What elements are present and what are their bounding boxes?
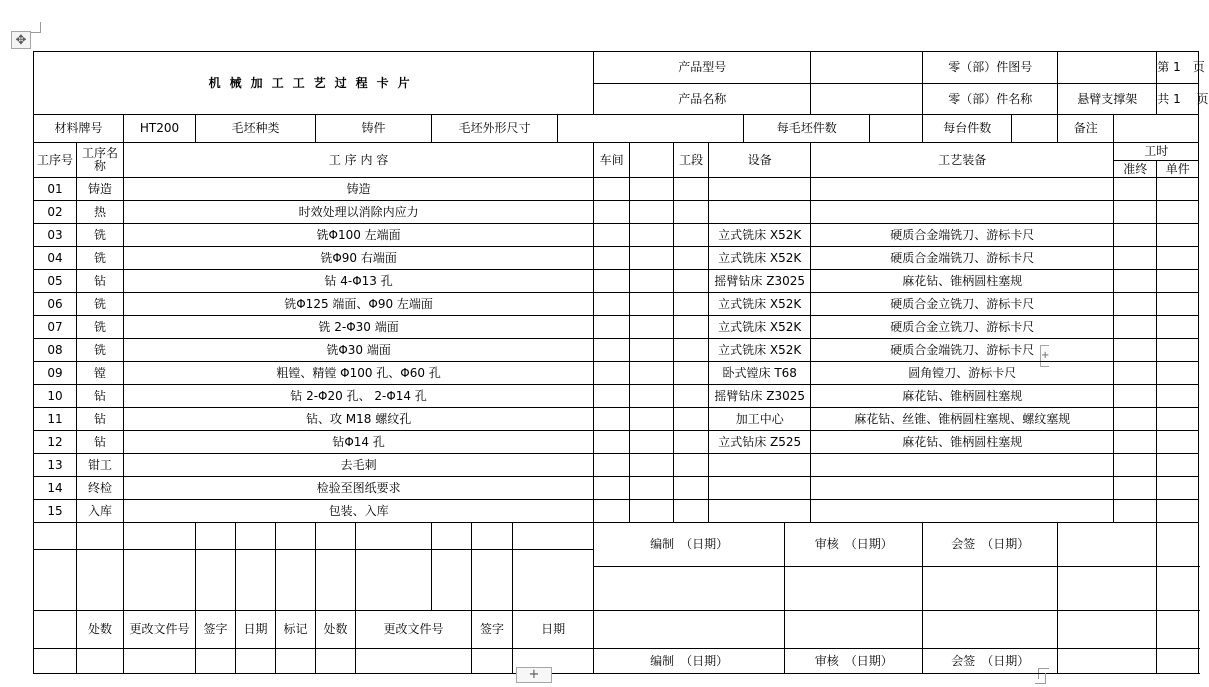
op-equipment <box>709 500 811 523</box>
op-content: 去毛刺 <box>124 454 594 477</box>
op-no: 14 <box>34 477 77 500</box>
op-setup[interactable] <box>1114 224 1157 247</box>
op-no: 08 <box>34 339 77 362</box>
revision-cell[interactable] <box>513 523 594 550</box>
op-setup[interactable] <box>1114 454 1157 477</box>
revision-cell[interactable] <box>196 649 236 674</box>
op-content: 铣Φ90 右端面 <box>124 247 594 270</box>
revision-cell[interactable] <box>276 523 316 550</box>
revision-cell[interactable] <box>472 523 513 550</box>
page-number: 第 1 页 <box>1157 52 1199 84</box>
op-equipment: 立式铣床 X52K <box>709 339 811 362</box>
op-unit[interactable] <box>1157 316 1199 339</box>
op-unit[interactable] <box>1157 270 1199 293</box>
op-blank <box>630 431 674 454</box>
op-tooling <box>811 477 1114 500</box>
op-tooling: 硬质合金立铣刀、游标卡尺 <box>811 293 1114 316</box>
op-name: 铣 <box>77 316 124 339</box>
op-no: 01 <box>34 178 77 201</box>
op-no: 02 <box>34 201 77 224</box>
op-tooling <box>811 454 1114 477</box>
total-pages: 共 1 页 <box>1157 84 1199 115</box>
table-row <box>34 362 1199 385</box>
op-blank <box>630 178 674 201</box>
op-blank <box>630 270 674 293</box>
table-row <box>34 247 1199 270</box>
col-op-name: 工序名称 <box>77 143 124 178</box>
op-blank <box>630 339 674 362</box>
material-grade-value[interactable]: HT200 <box>124 115 196 143</box>
op-blank <box>630 500 674 523</box>
op-setup[interactable] <box>1114 500 1157 523</box>
op-unit[interactable] <box>1157 362 1199 385</box>
op-tooling <box>811 500 1114 523</box>
countersign-label: 会签 （日期） <box>923 523 1058 567</box>
product-name-label: 产品名称 <box>594 84 811 115</box>
op-workshop[interactable] <box>594 408 630 431</box>
table-row <box>34 454 1199 477</box>
op-blank <box>630 385 674 408</box>
col-op-no: 工序号 <box>34 143 77 178</box>
op-content: 粗镗、精镗 Φ100 孔、Φ60 孔 <box>124 362 594 385</box>
revision-cell[interactable] <box>196 523 236 550</box>
prepared-by-value[interactable] <box>594 567 785 611</box>
footer-blank[interactable] <box>1058 611 1157 649</box>
op-setup[interactable] <box>1114 270 1157 293</box>
footer-blank[interactable] <box>1058 649 1157 674</box>
table-row <box>34 316 1199 339</box>
col-spacer <box>630 143 674 178</box>
op-section[interactable] <box>674 178 709 201</box>
op-content: 铣 2-Φ30 端面 <box>124 316 594 339</box>
col-tooling: 工艺装备 <box>811 143 1114 178</box>
op-tooling: 硬质合金端铣刀、游标卡尺 <box>811 339 1114 362</box>
op-name: 热 <box>77 201 124 224</box>
op-section[interactable] <box>674 500 709 523</box>
op-tooling: 硬质合金端铣刀、游标卡尺 <box>811 224 1114 247</box>
op-no: 11 <box>34 408 77 431</box>
op-unit[interactable] <box>1157 500 1199 523</box>
op-unit[interactable] <box>1157 247 1199 270</box>
table-row <box>34 201 1199 224</box>
op-workshop[interactable] <box>594 431 630 454</box>
product-model-value[interactable] <box>811 52 923 84</box>
revision-cell[interactable] <box>276 649 316 674</box>
col-workshop: 车间 <box>594 143 630 178</box>
op-no: 06 <box>34 293 77 316</box>
op-workshop[interactable] <box>594 362 630 385</box>
op-equipment: 摇臂钻床 Z3025 <box>709 385 811 408</box>
op-equipment <box>709 201 811 224</box>
part-name-value[interactable]: 悬臂支撑架 <box>1058 84 1157 115</box>
revision-cell[interactable] <box>77 649 124 674</box>
op-blank <box>630 454 674 477</box>
op-unit[interactable] <box>1157 201 1199 224</box>
table-row <box>34 178 1199 201</box>
op-section[interactable] <box>674 385 709 408</box>
op-tooling: 硬质合金立铣刀、游标卡尺 <box>811 316 1114 339</box>
part-no-label: 零（部）件图号 <box>923 52 1058 84</box>
parts-per-blank-value[interactable] <box>870 115 923 143</box>
op-setup[interactable] <box>1114 178 1157 201</box>
op-section[interactable] <box>674 477 709 500</box>
table-row <box>34 270 1199 293</box>
op-workshop[interactable] <box>594 201 630 224</box>
blank-type-value[interactable]: 铸件 <box>316 115 432 143</box>
material-grade-label: 材料牌号 <box>34 115 124 143</box>
op-workshop[interactable] <box>594 178 630 201</box>
op-tooling: 麻花钻、锥柄圆柱塞规 <box>811 431 1114 454</box>
op-setup[interactable] <box>1114 385 1157 408</box>
op-equipment: 立式铣床 X52K <box>709 247 811 270</box>
revision-cell[interactable] <box>34 649 77 674</box>
op-name: 入库 <box>77 500 124 523</box>
countersign-date-value[interactable] <box>923 611 1058 649</box>
op-equipment: 立式铣床 X52K <box>709 293 811 316</box>
blank-size-value[interactable] <box>558 115 744 143</box>
op-section[interactable] <box>674 408 709 431</box>
op-setup[interactable] <box>1114 362 1157 385</box>
op-tooling <box>811 201 1114 224</box>
op-workshop[interactable] <box>594 293 630 316</box>
table-move-handle-icon[interactable]: ✥ <box>11 31 31 49</box>
blank-type-label: 毛坯种类 <box>196 115 316 143</box>
revision-cell[interactable] <box>316 523 356 550</box>
change-count-label: 处数 <box>316 611 356 649</box>
product-name-value[interactable] <box>811 84 923 115</box>
table-row <box>34 293 1199 316</box>
op-workshop[interactable] <box>594 339 630 362</box>
part-no-value[interactable] <box>1058 52 1157 84</box>
blank-size-label: 毛坯外形尺寸 <box>432 115 558 143</box>
op-setup[interactable] <box>1114 339 1157 362</box>
op-equipment: 摇臂钻床 Z3025 <box>709 270 811 293</box>
revision-cell[interactable] <box>124 649 196 674</box>
op-unit[interactable] <box>1157 408 1199 431</box>
revision-cell[interactable] <box>356 523 432 550</box>
op-setup[interactable] <box>1114 247 1157 270</box>
revision-cell[interactable] <box>356 649 472 674</box>
remark-label: 备注 <box>1058 115 1114 143</box>
op-blank <box>630 293 674 316</box>
table-row <box>34 408 1199 431</box>
remark-value[interactable] <box>1114 115 1199 143</box>
revision-head-blank <box>34 611 77 649</box>
op-workshop[interactable] <box>594 385 630 408</box>
add-row-plus-icon[interactable]: + <box>516 667 552 683</box>
op-workshop[interactable] <box>594 477 630 500</box>
parts-per-blank-label: 每毛坯件数 <box>744 115 870 143</box>
reviewed-by-label-bottom: 审核 （日期） <box>785 649 923 674</box>
parts-per-unit-label: 每台件数 <box>923 115 1012 143</box>
revision-cell[interactable] <box>34 550 77 611</box>
op-blank <box>630 224 674 247</box>
op-name: 钻 <box>77 270 124 293</box>
op-setup[interactable] <box>1114 293 1157 316</box>
op-name: 钻 <box>77 385 124 408</box>
op-name: 镗 <box>77 362 124 385</box>
op-section[interactable] <box>674 316 709 339</box>
change-doc-label: 更改文件号 <box>124 611 196 649</box>
op-unit[interactable] <box>1157 339 1199 362</box>
footer-blank[interactable] <box>1157 649 1199 674</box>
op-setup[interactable] <box>1114 201 1157 224</box>
table-row <box>34 477 1199 500</box>
process-card <box>33 51 1209 668</box>
op-unit[interactable] <box>1157 178 1199 201</box>
col-labor-time: 工时 <box>1114 143 1199 161</box>
op-content: 钻Φ14 孔 <box>124 431 594 454</box>
op-blank <box>630 316 674 339</box>
date-label: 日期 <box>236 611 276 649</box>
op-no: 03 <box>34 224 77 247</box>
op-equipment: 卧式镗床 T68 <box>709 362 811 385</box>
op-equipment <box>709 454 811 477</box>
op-workshop[interactable] <box>594 247 630 270</box>
op-unit[interactable] <box>1157 477 1199 500</box>
process-card-table <box>33 51 1209 674</box>
reviewed-date-value[interactable] <box>785 611 923 649</box>
revision-cell[interactable] <box>77 523 124 550</box>
revision-cell[interactable] <box>316 649 356 674</box>
revision-cell[interactable] <box>77 550 124 611</box>
op-section[interactable] <box>674 247 709 270</box>
op-no: 09 <box>34 362 77 385</box>
op-content: 铣Φ100 左端面 <box>124 224 594 247</box>
op-name: 钳工 <box>77 454 124 477</box>
revision-cell[interactable] <box>124 550 196 611</box>
table-row <box>34 224 1199 247</box>
op-name: 终检 <box>77 477 124 500</box>
signature-label: 签字 <box>472 611 513 649</box>
revision-cell[interactable] <box>236 523 276 550</box>
revision-cell[interactable] <box>34 523 77 550</box>
op-unit[interactable] <box>1157 293 1199 316</box>
reviewed-by-value[interactable] <box>785 567 923 611</box>
op-content: 铣Φ125 端面、Φ90 左端面 <box>124 293 594 316</box>
col-op-content: 工 序 内 容 <box>124 143 594 178</box>
op-no: 04 <box>34 247 77 270</box>
col-equipment: 设备 <box>709 143 811 178</box>
op-workshop[interactable] <box>594 316 630 339</box>
op-setup[interactable] <box>1114 408 1157 431</box>
revision-cell[interactable] <box>513 550 594 611</box>
op-tooling: 麻花钻、锥柄圆柱塞规 <box>811 270 1114 293</box>
op-tooling: 圆角镗刀、游标卡尺 <box>811 362 1114 385</box>
op-equipment <box>709 477 811 500</box>
op-no: 05 <box>34 270 77 293</box>
op-content: 铸造 <box>124 178 594 201</box>
op-no: 15 <box>34 500 77 523</box>
op-content: 检验至图纸要求 <box>124 477 594 500</box>
date-label: 日期 <box>513 611 594 649</box>
part-name-label: 零（部）件名称 <box>923 84 1058 115</box>
op-tooling <box>811 178 1114 201</box>
table-row <box>34 500 1199 523</box>
op-section[interactable] <box>674 224 709 247</box>
signature-label: 签字 <box>196 611 236 649</box>
op-name: 铣 <box>77 339 124 362</box>
change-doc-label: 更改文件号 <box>356 611 472 649</box>
revision-cell[interactable] <box>356 550 432 611</box>
op-setup[interactable] <box>1114 431 1157 454</box>
revision-cell[interactable] <box>236 649 276 674</box>
countersign-value[interactable] <box>923 567 1058 611</box>
col-section: 工段 <box>674 143 709 178</box>
footer-blank[interactable] <box>1058 567 1157 611</box>
product-model-label: 产品型号 <box>594 52 811 84</box>
op-tooling: 硬质合金端铣刀、游标卡尺 <box>811 247 1114 270</box>
op-section[interactable] <box>674 270 709 293</box>
reviewed-by-label: 审核 （日期） <box>785 523 923 567</box>
table-row <box>34 385 1199 408</box>
op-section[interactable] <box>674 431 709 454</box>
table-row <box>34 431 1199 454</box>
card-title: 机械加工工艺过程卡片 <box>34 52 594 115</box>
revision-cell[interactable] <box>236 550 276 611</box>
op-workshop[interactable] <box>594 454 630 477</box>
footer-blank[interactable] <box>1157 567 1199 611</box>
prepared-by-label: 编制 （日期） <box>594 523 785 567</box>
mark-label: 标记 <box>276 611 316 649</box>
op-equipment <box>709 178 811 201</box>
prepared-by-label-bottom: 编制 （日期） <box>594 649 785 674</box>
op-unit[interactable] <box>1157 454 1199 477</box>
countersign-label-bottom: 会签 （日期） <box>923 649 1058 674</box>
col-setup-time: 准终 <box>1114 161 1157 178</box>
op-equipment: 加工中心 <box>709 408 811 431</box>
op-setup[interactable] <box>1114 477 1157 500</box>
op-no: 13 <box>34 454 77 477</box>
op-name: 钻 <box>77 408 124 431</box>
op-blank <box>630 362 674 385</box>
insert-column-icon[interactable]: + <box>1040 345 1049 367</box>
op-equipment: 立式钻床 Z525 <box>709 431 811 454</box>
revision-cell[interactable] <box>276 550 316 611</box>
revision-cell[interactable] <box>432 550 472 611</box>
op-content: 钻、攻 M18 螺纹孔 <box>124 408 594 431</box>
parts-per-unit-value[interactable] <box>1012 115 1058 143</box>
op-section[interactable] <box>674 293 709 316</box>
op-blank <box>630 247 674 270</box>
op-no: 07 <box>34 316 77 339</box>
change-count-label: 处数 <box>77 611 124 649</box>
op-section[interactable] <box>674 339 709 362</box>
op-no: 12 <box>34 431 77 454</box>
op-section[interactable] <box>674 201 709 224</box>
op-setup[interactable] <box>1114 316 1157 339</box>
op-content: 铣Φ30 端面 <box>124 339 594 362</box>
op-tooling: 麻花钻、锥柄圆柱塞规 <box>811 385 1114 408</box>
page-corner-mark-top-left <box>30 22 41 33</box>
col-unit-time: 单件 <box>1157 161 1199 178</box>
resize-grip-icon[interactable] <box>1035 673 1046 684</box>
op-workshop[interactable] <box>594 224 630 247</box>
op-unit[interactable] <box>1157 385 1199 408</box>
op-blank <box>630 408 674 431</box>
op-content: 时效处理以消除内应力 <box>124 201 594 224</box>
revision-cell[interactable] <box>316 550 356 611</box>
op-name: 铣 <box>77 293 124 316</box>
op-section[interactable] <box>674 362 709 385</box>
op-name: 铣 <box>77 247 124 270</box>
revision-cell[interactable] <box>124 523 196 550</box>
op-unit[interactable] <box>1157 224 1199 247</box>
op-equipment: 立式铣床 X52K <box>709 224 811 247</box>
op-blank <box>630 201 674 224</box>
footer-blank[interactable] <box>1058 523 1157 567</box>
op-content: 钻 2-Φ20 孔、 2-Φ14 孔 <box>124 385 594 408</box>
op-section[interactable] <box>674 454 709 477</box>
op-name: 钻 <box>77 431 124 454</box>
footer-blank[interactable] <box>1157 611 1199 649</box>
revision-cell[interactable] <box>472 550 513 611</box>
op-tooling: 麻花钻、丝锥、锥柄圆柱塞规、螺纹塞规 <box>811 408 1114 431</box>
op-blank <box>630 477 674 500</box>
revision-cell[interactable] <box>432 523 472 550</box>
op-content: 钻 4-Φ13 孔 <box>124 270 594 293</box>
table-row <box>34 339 1199 362</box>
op-content: 包装、入库 <box>124 500 594 523</box>
revision-cell[interactable] <box>196 550 236 611</box>
op-unit[interactable] <box>1157 431 1199 454</box>
revision-cell[interactable] <box>472 649 513 674</box>
op-no: 10 <box>34 385 77 408</box>
op-name: 铣 <box>77 224 124 247</box>
prepared-date-value[interactable] <box>594 611 785 649</box>
op-equipment: 立式铣床 X52K <box>709 316 811 339</box>
footer-blank[interactable] <box>1157 523 1199 567</box>
op-workshop[interactable] <box>594 500 630 523</box>
op-name: 铸造 <box>77 178 124 201</box>
op-workshop[interactable] <box>594 270 630 293</box>
